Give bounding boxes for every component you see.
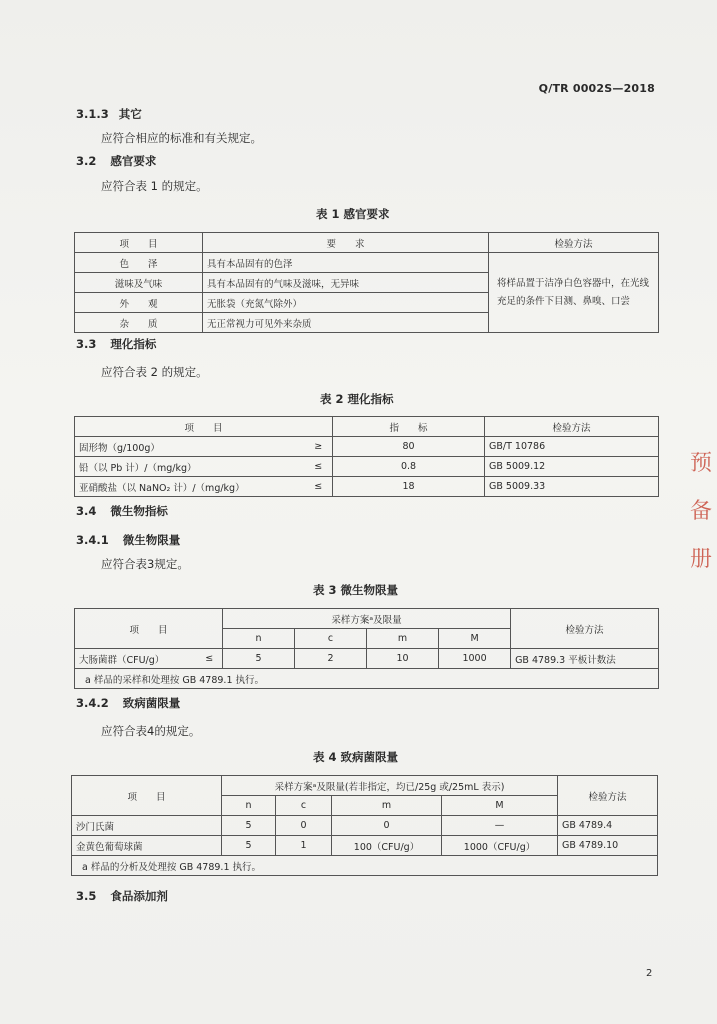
subheader-cell: n: [223, 629, 295, 649]
table-header-row: [72, 776, 658, 796]
requirement-cell: 无正常视力可见外来杂质: [203, 313, 489, 333]
method-cell: GB 4789.4: [558, 816, 658, 836]
table4-caption: 表 4 致病菌限量: [313, 750, 399, 764]
heading-3-4-1: [76, 532, 180, 548]
value-cell: 1000: [439, 649, 511, 669]
item-cell: 沙门氏菌: [72, 816, 222, 836]
section-number: 3.5: [76, 889, 97, 903]
table-note: a 样品的分析及处理按 GB 4789.1 执行。: [72, 856, 658, 876]
requirement-cell: 无胀袋（充氮气除外）: [203, 293, 489, 313]
table-row: [75, 649, 659, 669]
section-number: 3.3: [76, 337, 97, 351]
header-cell: 检验方法: [489, 233, 659, 253]
table-note: a 样品的采样和处理按 GB 4789.1 执行。: [75, 669, 659, 689]
subheader-cell: M: [439, 629, 511, 649]
section-title: 致病菌限量: [122, 696, 181, 710]
item-cell: 色 泽: [75, 253, 203, 273]
table-3: [74, 608, 659, 689]
header-cell: 采样方案ᵃ及限量(若非指定，均已/25g 或/25mL 表示): [222, 776, 558, 796]
section-title: 感官要求: [110, 154, 157, 168]
header-cell: 检验方法: [558, 776, 658, 816]
subheader-cell: m: [367, 629, 439, 649]
section-number: 3.4.2: [76, 696, 109, 710]
table-header-row: [75, 233, 659, 253]
table-note-row: [72, 856, 658, 876]
value-cell: 1000（CFU/g）: [442, 836, 558, 856]
value-cell: 80: [333, 437, 485, 457]
table2-caption: 表 2 理化指标: [320, 392, 394, 406]
paragraph-3-4-2: 应符合表4的规定。: [101, 724, 201, 738]
requirement-cell: 具有本品固有的色泽: [203, 253, 489, 273]
table3-caption: 表 3 微生物限量: [313, 583, 399, 597]
value-cell: —: [442, 816, 558, 836]
table-2: [74, 416, 659, 497]
header-cell: 检验方法: [485, 417, 659, 437]
section-title: 理化指标: [110, 337, 157, 351]
paragraph-3-4-1: 应符合表3规定。: [101, 557, 189, 571]
header-cell: 项 目: [75, 609, 223, 649]
document-code: Q/TR 0002S—2018: [538, 82, 655, 95]
requirement-cell: 具有本品固有的气味及滋味，无异味: [203, 273, 489, 293]
item-cell: 铅（以 Pb 计）/（mg/kg）: [75, 457, 305, 477]
method-cell: GB 4789.3 平板计数法: [511, 649, 659, 669]
value-cell: 5: [222, 816, 276, 836]
header-cell: 项 目: [75, 233, 203, 253]
table1-caption: 表 1 感官要求: [316, 207, 390, 221]
item-cell: 滋味及气味: [75, 273, 203, 293]
item-cell: 外 观: [75, 293, 203, 313]
header-cell: 指 标: [333, 417, 485, 437]
item-cell: 亚硝酸盐（以 NaNO₂ 计）/（mg/kg）: [75, 477, 305, 497]
paragraph-3-2: 应符合表 1 的规定。: [101, 179, 208, 193]
item-cell: 杂 质: [75, 313, 203, 333]
method-cell: 将样品置于洁净白色容器中，在光线充足的条件下目测、鼻嗅、口尝: [489, 253, 659, 333]
table-row: [72, 816, 658, 836]
value-cell: 100（CFU/g）: [332, 836, 442, 856]
table-note-row: [75, 669, 659, 689]
table-row: [75, 477, 659, 497]
heading-3-3: [76, 336, 156, 352]
heading-3-4-2: [76, 695, 180, 711]
section-title: 食品添加剂: [110, 889, 168, 903]
stamp-seal: 预备册: [690, 451, 713, 572]
table-row: [75, 253, 659, 273]
operator-cell: ≤: [197, 649, 223, 669]
heading-3-2: [76, 153, 156, 169]
table-row: [72, 836, 658, 856]
heading-3-4: [76, 503, 168, 519]
section-title: 微生物限量: [122, 533, 181, 547]
operator-cell: ≤: [305, 457, 333, 477]
paragraph-3-1-3: 应符合相应的标准和有关规定。: [101, 131, 262, 145]
operator-cell: ≤: [305, 477, 333, 497]
section-title: 微生物指标: [110, 504, 168, 518]
value-cell: 0: [332, 816, 442, 836]
subheader-cell: c: [276, 796, 332, 816]
value-cell: 1: [276, 836, 332, 856]
item-cell: 金黄色葡萄球菌: [72, 836, 222, 856]
heading-3-5: [76, 888, 168, 904]
paragraph-3-3: 应符合表 2 的规定。: [101, 365, 208, 379]
subheader-cell: m: [332, 796, 442, 816]
subheader-cell: c: [295, 629, 367, 649]
section-number: 3.4: [76, 504, 97, 518]
value-cell: 10: [367, 649, 439, 669]
method-cell: GB 5009.12: [485, 457, 659, 477]
value-cell: 5: [223, 649, 295, 669]
value-cell: 5: [222, 836, 276, 856]
table-row: [75, 437, 659, 457]
section-number: 3.1.3: [76, 107, 109, 121]
table-row: [75, 457, 659, 477]
header-cell: 要 求: [203, 233, 489, 253]
section-number: 3.4.1: [76, 533, 109, 547]
header-cell: 项 目: [75, 417, 333, 437]
header-cell: 项 目: [72, 776, 222, 816]
table-header-row: [75, 609, 659, 629]
page-number: 2: [646, 968, 653, 979]
operator-cell: ≥: [305, 437, 333, 457]
heading-3-1-3: [76, 106, 142, 122]
section-title: 其它: [118, 107, 142, 121]
header-cell: 采样方案ᵃ及限量: [223, 609, 511, 629]
subheader-cell: M: [442, 796, 558, 816]
item-cell: 固形物（g/100g）: [75, 437, 305, 457]
item-cell: 大肠菌群（CFU/g）: [75, 649, 197, 669]
value-cell: 0.8: [333, 457, 485, 477]
header-cell: 检验方法: [511, 609, 659, 649]
method-cell: GB 5009.33: [485, 477, 659, 497]
subheader-cell: n: [222, 796, 276, 816]
table-header-row: [75, 417, 659, 437]
value-cell: 18: [333, 477, 485, 497]
method-cell: GB/T 10786: [485, 437, 659, 457]
section-number: 3.2: [76, 154, 97, 168]
method-cell: GB 4789.10: [558, 836, 658, 856]
table-4: [71, 775, 658, 876]
table-1: [74, 232, 659, 333]
value-cell: 2: [295, 649, 367, 669]
value-cell: 0: [276, 816, 332, 836]
